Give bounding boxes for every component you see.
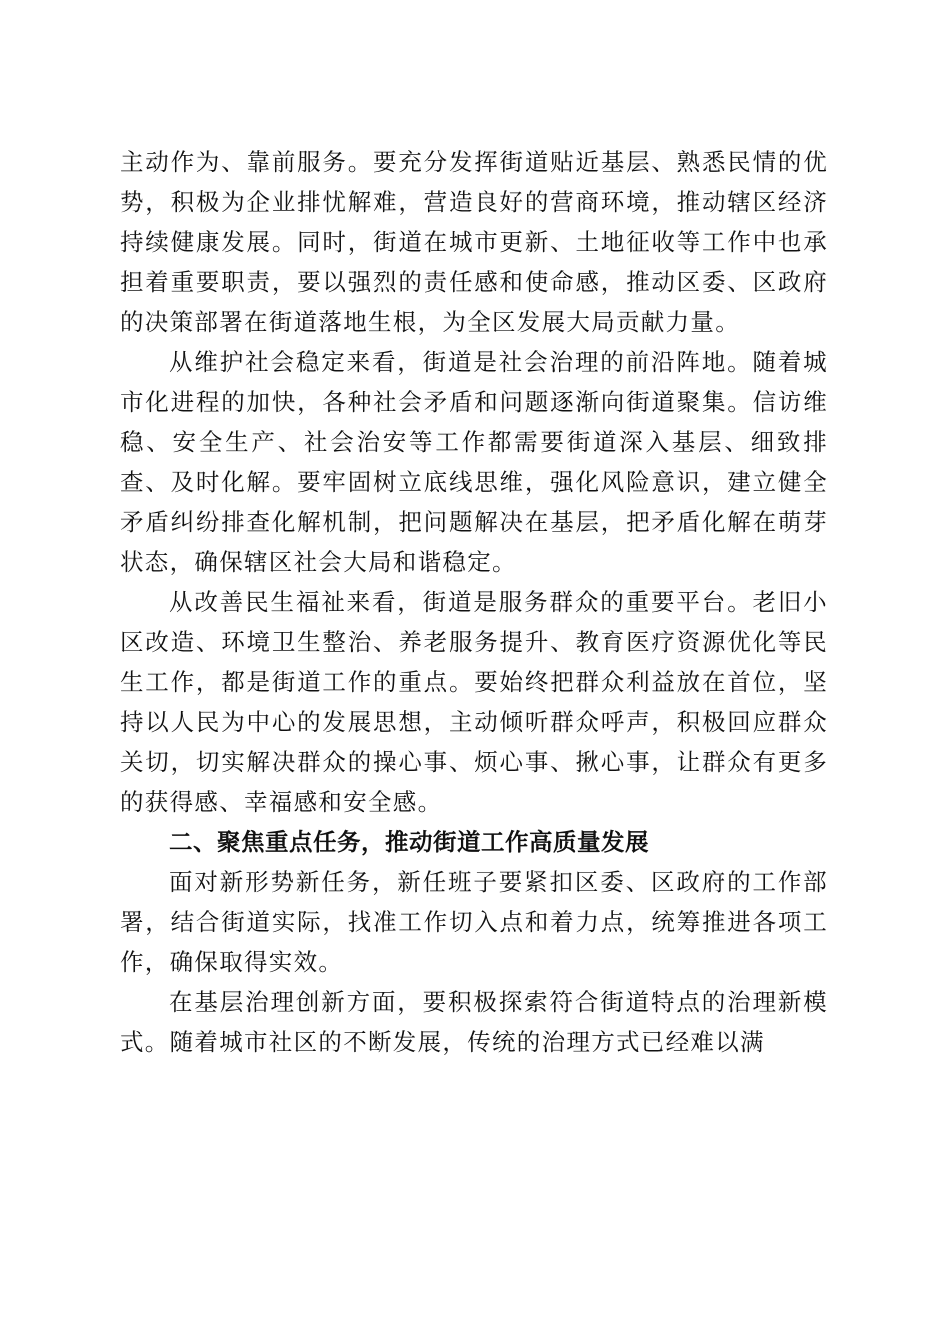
- paragraph-governance-innovation: 在基层治理创新方面，要积极探索符合街道特点的治理新模式。随着城市社区的不断发展，传统的治理方式已经难以满: [120, 988, 828, 1056]
- section-heading-key-tasks: 二、聚焦重点任务，推动街道工作高质量发展: [169, 828, 649, 856]
- paragraph-livelihood-welfare: 从改善民生福祉来看，街道是服务群众的重要平台。老旧小区改造、环境卫生整治、养老服务提升、教育医疗资源优化等民生工作，都是街道工作的重点。要始终把群众利益放在首位，坚持以人民为中心的发展思想，主动倾听群众呼声，积极回应群众关切，切实解决群众的操心事、烦心事、揪心事，让群众有更多的获得感、幸福感和安全感。: [120, 588, 828, 816]
- paragraph-social-stability: 从维护社会稳定来看，街道是社会治理的前沿阵地。随着城市化进程的加快，各种社会矛盾和问题逐渐向街道聚集。信访维稳、安全生产、社会治安等工作都需要街道深入基层、细致排查、及时化解。要牢固树立底线思维，强化风险意识，建立健全矛盾纠纷排查化解机制，把问题解决在基层，把矛盾化解在萌芽状态，确保辖区社会大局和谐稳定。: [120, 348, 828, 576]
- paragraph-economic-development-continued: 主动作为、靠前服务。要充分发挥街道贴近基层、熟悉民情的优势，积极为企业排忧解难，营造良好的营商环境，推动辖区经济持续健康发展。同时，街道在城市更新、土地征收等工作中也承担着重要职责，要以强烈的责任感和使命感，推动区委、区政府的决策部署在街道落地生根，为全区发展大局贡献力量。: [120, 148, 828, 336]
- paragraph-new-situation: 面对新形势新任务，新任班子要紧扣区委、区政府的工作部署，结合街道实际，找准工作切入点和着力点，统筹推进各项工作，确保取得实效。: [120, 868, 828, 976]
- document-body: [120, 142, 828, 1062]
